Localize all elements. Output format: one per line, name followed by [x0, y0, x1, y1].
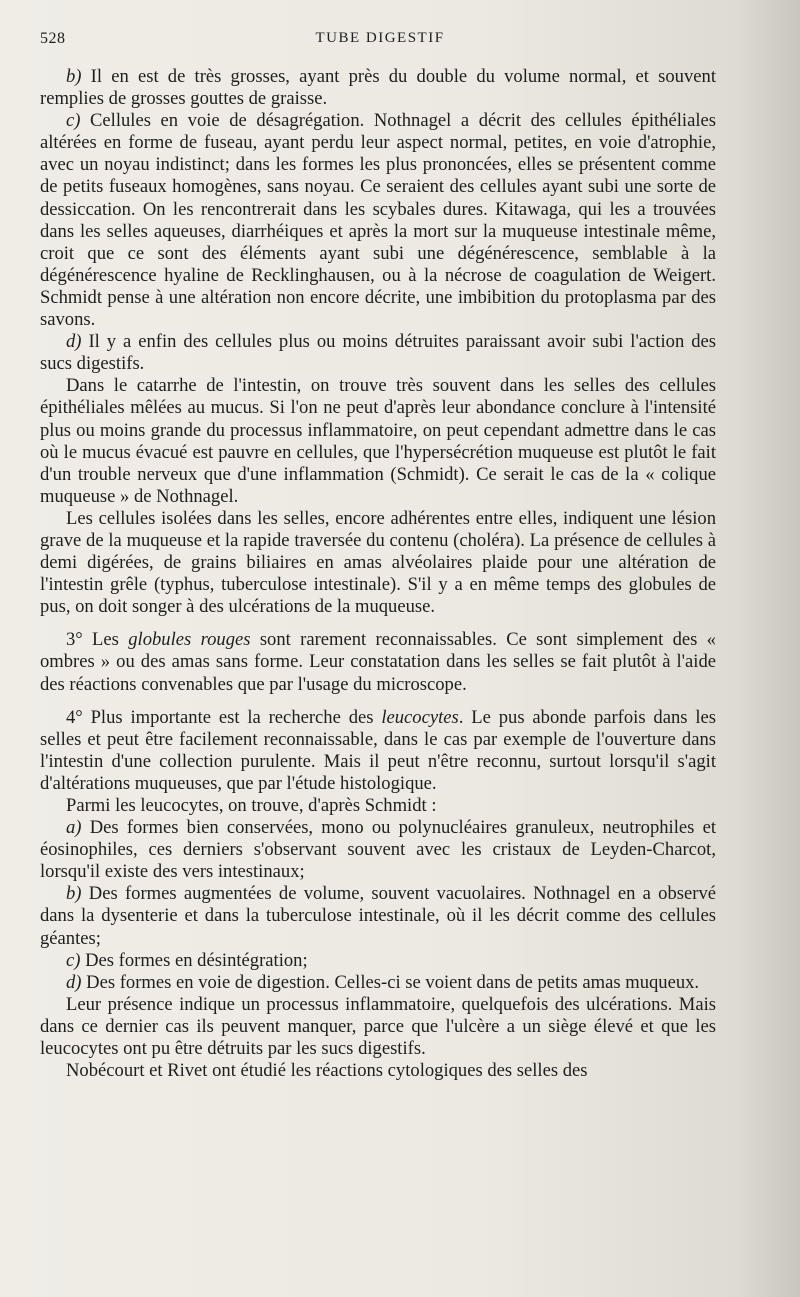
paragraph-a-preserved-forms: [40, 817, 716, 883]
paragraph-text: Des formes en désintégration;: [80, 949, 308, 971]
paragraph-text: Il en est de très grosses, ayant près du double du volume normal, et souvent remplies de grosses gouttes de graisse.: [40, 66, 716, 110]
paragraph-red-globules: 3° Les globules rouges sont rarement reconnaissables. Ce sont simplement des « ombres » ou des amas sans forme. Leur constatation dans les selles se fait plutôt à l'aide des réactions convenables que par l'usage du microscope.: [40, 629, 716, 695]
emphasis-globules-rouges: globules rouges: [128, 629, 251, 651]
item-label: c): [66, 110, 81, 132]
paragraph-b-enlarged-forms: [40, 883, 716, 949]
paragraph-catarrh: Dans le catarrhe de l'intestin, on trouve très souvent dans les selles des cellules épithéliales mêlées au mucus. Si l'on ne peut d'après leur abondance conclure à l'intensité plus ou moins grande du processus inflammatoire, on peut cependant admettre dans le cas où le mucus évacué est pauvre en cellules, que l'hypersécrétion muqueuse est plutôt le fait d'un trouble nerveux que d'une inflammation (Schmidt). Ce serait le cas de la « colique muqueuse » de Nothnagel.: [40, 375, 716, 507]
paragraph-c-disintegrating-forms: [40, 950, 716, 972]
paragraph-text: Des formes bien conservées, mono ou polynucléaires granuleux, neutrophiles et éosinophiles, ces derniers s'observant souvent avec les cristaux de Leyden-Charcot, lorsqu'il existe des vers intestinaux;: [40, 817, 716, 883]
running-title: TUBE DIGESTIF: [315, 30, 445, 46]
item-label: a): [66, 817, 82, 839]
paragraph-b-large-cells: [40, 66, 716, 110]
paragraph-leucocytes: 4° Plus importante est la recherche des leucocytes. Le pus abonde parfois dans les selles et peut être facilement reconnaissable, dans le cas par exemple de l'ouverture dans l'intestin d'une collection purulente. Mais il peut n'être reconnu, surtout lorsqu'il s'agit d'altérations muqueuses, que par l'étude histologique.: [40, 706, 716, 794]
paragraph-text: Des formes en voie de digestion. Celles-ci se voient dans de petits amas muqueux.: [81, 971, 700, 993]
paragraph-d-digesting-forms: [40, 972, 716, 994]
page-number: 528: [40, 30, 66, 47]
paragraph-c-disaggregating-cells: [40, 110, 716, 331]
paragraph-leucocyte-intro: Parmi les leucocytes, on trouve, d'après Schmidt :: [66, 795, 437, 816]
item-label: d): [66, 971, 82, 993]
body-text: [40, 66, 716, 1082]
paragraph-text: Des formes augmentées de volume, souvent vacuolaires. Nothnagel en a observé dans la dysenterie et dans la tuberculose intestinale, où il les décrit comme des cellules géantes;: [40, 883, 716, 949]
page-header: [40, 30, 720, 52]
item-label: c): [66, 949, 81, 971]
item-label: b): [66, 66, 82, 87]
paragraph-text: Il y a enfin des cellules plus ou moins détruites paraissant avoir subi l'action des sucs digestifs.: [40, 331, 716, 375]
item-label: d): [66, 331, 82, 353]
paragraph-text: Cellules en voie de désagrégation. Nothnagel a décrit des cellules épithéliales altérées en forme de fuseau, ayant perdu leur aspect normal, petites, en voie d'atrophie, avec un noyau indistinct; dans les formes les plus prononcées, elles se présentent comme de petits fuseaux homogènes, sans noyau. Ce seraient des cellules ayant subi une sorte de dessiccation. On les rencontrerait dans les scybales dures. Kitawaga, qui les a trouvées dans les selles aqueuses, diarrhéiques et après la mort sur la muqueuse intestinale même, croit que ce sont des éléments ayant subi une dégénérescence, semblable à la dégénérescence hyaline de Recklinghausen, ou à la nécrose de coagulation de Weigert. Schmidt pense à une altération non encore décrite, une imbibition du protoplasma par des savons.: [40, 110, 716, 331]
paragraph-presence-meaning: Leur présence indique un processus inflammatoire, quelquefois des ulcérations. Mais dans ce dernier cas ils peuvent manquer, parce que l'ulcère a un siège élevé et que les leucocytes ont pu être détruits par les sucs digestifs.: [40, 993, 716, 1060]
paragraph-isolated-cells: Les cellules isolées dans les selles, encore adhérentes entre elles, indiquent une lésion grave de la muqueuse et la rapide traversée du contenu (choléra). La présence de cellules à demi digérées, de grains biliaires en amas alvéolaires plaide pour une altération de l'intestin grêle (typhus, tuberculose intestinale). S'il y a en même temps des globules de pus, on doit songer à des ulcérations de la muqueuse.: [40, 507, 716, 618]
paragraph-nobecourt-rivet: Nobécourt et Rivet ont étudié les réactions cytologiques des selles des: [66, 1060, 588, 1082]
emphasis-leucocytes: leucocytes: [381, 706, 459, 728]
paragraph-d-destroyed-cells: [40, 331, 716, 375]
item-label: b): [66, 883, 82, 905]
